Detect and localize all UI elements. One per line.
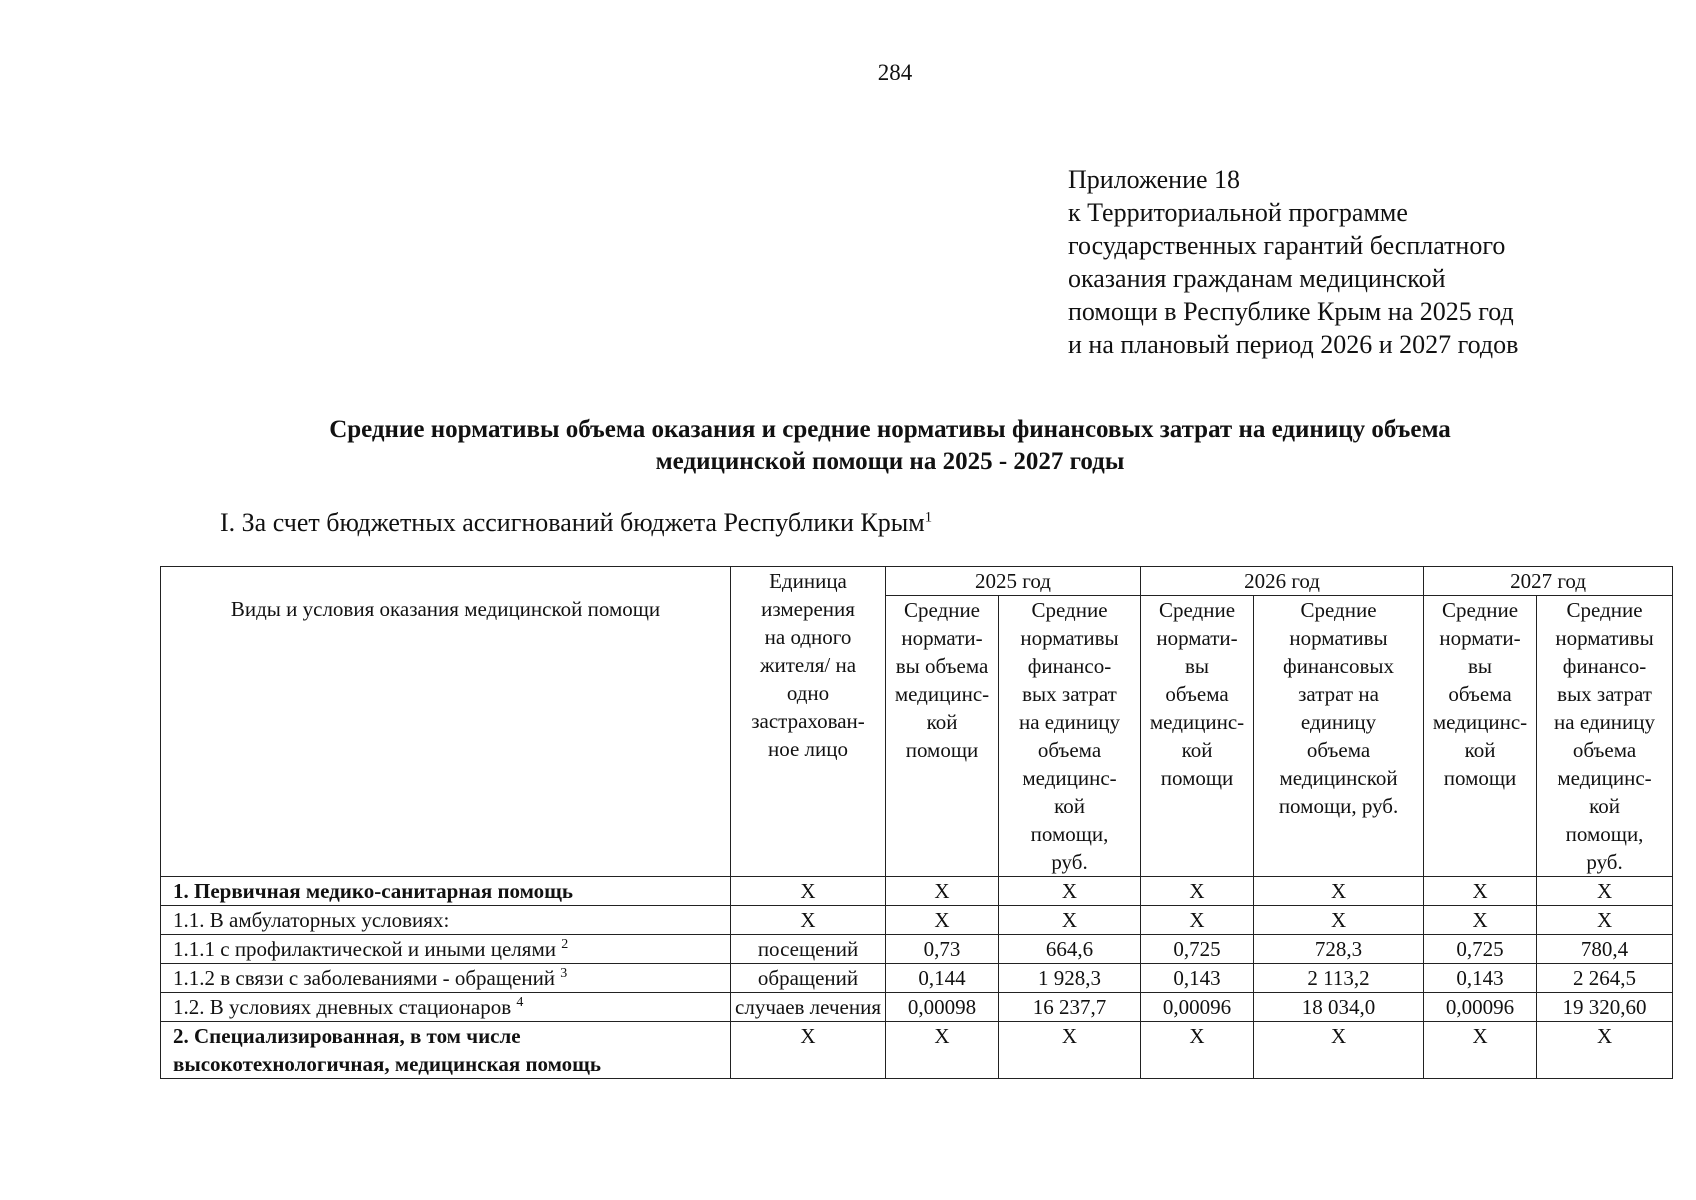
cell-volume-2027: 0,143 bbox=[1424, 964, 1537, 993]
header-year-2027: 2027 год bbox=[1424, 567, 1673, 596]
document-title-line: Средние нормативы объема оказания и средние нормативы финансовых затрат на единицу объема bbox=[329, 416, 1451, 443]
header-line: кой bbox=[1464, 738, 1496, 762]
row-label bbox=[161, 877, 731, 906]
header-line: объема bbox=[1037, 738, 1102, 762]
header-unit-line: одно bbox=[786, 681, 830, 705]
cell-cost-2025: 1 928,3 bbox=[999, 964, 1141, 993]
cell-cost-2027: Х bbox=[1537, 1022, 1673, 1079]
cell-volume-2026: 0,725 bbox=[1141, 935, 1254, 964]
header-line: Средние bbox=[1300, 598, 1377, 622]
header-line: объема bbox=[1306, 738, 1371, 762]
header-type-of-care-label: Виды и условия оказания медицинской помощи bbox=[230, 597, 661, 621]
cell-volume-2027: 0,00096 bbox=[1424, 993, 1537, 1022]
cell-volume-2027: Х bbox=[1424, 877, 1537, 906]
header-year-2025: 2025 год bbox=[886, 567, 1141, 596]
header-line: на единицу bbox=[1019, 710, 1120, 734]
header-line: объема bbox=[1572, 738, 1637, 762]
cell-cost-2027: Х bbox=[1537, 906, 1673, 935]
header-line: Средние bbox=[1442, 598, 1519, 622]
header-line: Средние bbox=[1158, 598, 1236, 622]
header-line: нормативы bbox=[1289, 626, 1388, 650]
table-row bbox=[161, 877, 1673, 906]
page-number: 284 bbox=[877, 60, 913, 85]
row-label-text: 1.1. В амбулаторных условиях: bbox=[173, 908, 450, 932]
header-year-2026: 2026 год bbox=[1141, 567, 1424, 596]
document-title-line: медицинской помощи на 2025 - 2027 годы bbox=[655, 448, 1125, 475]
row-label-text: 1. Первичная медико-санитарная помощь bbox=[173, 879, 574, 903]
appendix-line: к Территориальной программе bbox=[1068, 198, 1408, 227]
header-line: помощи, руб. bbox=[1278, 794, 1399, 818]
row-label bbox=[161, 935, 731, 964]
header-cost-2027 bbox=[1537, 596, 1673, 877]
header-line: кой bbox=[926, 710, 958, 734]
header-line: помощи bbox=[905, 738, 979, 762]
cell-volume-2025: Х bbox=[886, 877, 999, 906]
header-line: на единицу bbox=[1554, 710, 1656, 734]
cell-cost-2026: 728,3 bbox=[1254, 935, 1424, 964]
header-line: руб. bbox=[1051, 850, 1088, 874]
footnote-mark: 2 bbox=[561, 937, 569, 952]
cell-cost-2026: 2 113,2 bbox=[1254, 964, 1424, 993]
header-line: кой bbox=[1181, 738, 1213, 762]
header-unit-line: ное лицо bbox=[767, 737, 849, 761]
cell-cost-2025: 16 237,7 bbox=[999, 993, 1141, 1022]
header-line: помощи bbox=[1160, 766, 1234, 790]
header-unit-line: застрахован- bbox=[751, 709, 865, 733]
header-line: вы bbox=[1185, 654, 1210, 678]
appendix-block bbox=[1068, 163, 1518, 361]
cell-cost-2026: Х bbox=[1254, 906, 1424, 935]
header-line: единицу bbox=[1300, 710, 1377, 734]
norms-table bbox=[160, 566, 1673, 1079]
cell-cost-2025: Х bbox=[999, 1022, 1141, 1079]
header-type-of-care bbox=[161, 567, 731, 877]
header-line: медицинс- bbox=[1557, 766, 1652, 790]
cell-unit: случаев лечения bbox=[731, 993, 886, 1022]
header-line: вых затрат bbox=[1022, 682, 1117, 706]
cell-unit: посещений bbox=[731, 935, 886, 964]
table-row bbox=[161, 935, 1673, 964]
cell-cost-2026: Х bbox=[1254, 1022, 1424, 1079]
header-volume-2027 bbox=[1424, 596, 1537, 877]
footnote-mark: 3 bbox=[560, 966, 568, 981]
cell-cost-2027: Х bbox=[1537, 877, 1673, 906]
header-line: помощи, bbox=[1030, 822, 1109, 846]
section-heading-text: I. За счет бюджетных ассигнований бюджета Республики Крым bbox=[220, 508, 925, 537]
header-line: медицинс- bbox=[1022, 766, 1117, 790]
header-cost-2026 bbox=[1254, 596, 1424, 877]
table-row bbox=[161, 1022, 1673, 1079]
appendix-line: и на плановый период 2026 и 2027 годов bbox=[1068, 330, 1519, 359]
header-unit-line: на одного bbox=[764, 625, 852, 649]
table-row bbox=[161, 993, 1673, 1022]
header-line: кой bbox=[1589, 794, 1620, 818]
header-line: нормати- bbox=[901, 626, 983, 650]
header-unit bbox=[731, 567, 886, 877]
header-line: помощи, bbox=[1565, 822, 1644, 846]
header-line: помощи bbox=[1443, 766, 1517, 790]
cell-volume-2025: Х bbox=[886, 906, 999, 935]
cell-volume-2025: 0,144 bbox=[886, 964, 999, 993]
header-line: нормати- bbox=[1439, 626, 1521, 650]
table-row bbox=[161, 964, 1673, 993]
header-line: медицинской bbox=[1279, 766, 1398, 790]
header-line: объема bbox=[1448, 682, 1512, 706]
header-line: нормативы bbox=[1555, 626, 1654, 650]
cell-volume-2025: 0,73 bbox=[886, 935, 999, 964]
cell-unit: Х bbox=[731, 906, 886, 935]
cell-cost-2026: Х bbox=[1254, 877, 1424, 906]
appendix-line: помощи в Республике Крым на 2025 год bbox=[1068, 297, 1514, 326]
cell-volume-2026: Х bbox=[1141, 1022, 1254, 1079]
header-line: финансо- bbox=[1027, 654, 1112, 678]
row-label-text: 1.2. В условиях дневных стационаров bbox=[173, 995, 512, 1019]
cell-volume-2025: Х bbox=[886, 1022, 999, 1079]
header-line: Средние bbox=[1031, 598, 1108, 622]
header-line: объема bbox=[1165, 682, 1229, 706]
row-label-text: 2. Специализированная, в том числе высокотехнологичная, медицинская помощь bbox=[173, 1024, 602, 1076]
row-label bbox=[161, 1022, 731, 1079]
appendix-line: Приложение 18 bbox=[1068, 165, 1241, 194]
cell-cost-2025: Х bbox=[999, 906, 1141, 935]
header-unit-line: измерения bbox=[761, 597, 855, 621]
cell-unit: Х bbox=[731, 877, 886, 906]
appendix-line: государственных гарантий бесплатного bbox=[1068, 231, 1506, 260]
cell-cost-2025: 664,6 bbox=[999, 935, 1141, 964]
cell-volume-2025: 0,00098 bbox=[886, 993, 999, 1022]
row-label bbox=[161, 993, 731, 1022]
footnote-mark: 1 bbox=[924, 509, 933, 526]
cell-volume-2027: Х bbox=[1424, 906, 1537, 935]
header-line: финансо- bbox=[1562, 654, 1647, 678]
cell-cost-2025: Х bbox=[999, 877, 1141, 906]
document-title bbox=[160, 414, 1620, 478]
cell-cost-2026: 18 034,0 bbox=[1254, 993, 1424, 1022]
row-label-text: 1.1.2 в связи с заболеваниями - обращений bbox=[173, 966, 556, 990]
row-label-text: 1.1.1 с профилактической и иными целями bbox=[173, 937, 556, 961]
cell-unit: обращений bbox=[731, 964, 886, 993]
cell-volume-2027: 0,725 bbox=[1424, 935, 1537, 964]
header-line: медицинс- bbox=[1432, 710, 1528, 734]
cell-cost-2027: 19 320,60 bbox=[1537, 993, 1673, 1022]
header-unit-line: Единица bbox=[769, 569, 847, 593]
header-line: руб. bbox=[1586, 850, 1623, 874]
header-line: финансовых bbox=[1283, 654, 1395, 678]
cell-unit: Х bbox=[731, 1022, 886, 1079]
header-volume-2026 bbox=[1141, 596, 1254, 877]
row-label bbox=[161, 964, 731, 993]
footnote-mark: 4 bbox=[516, 995, 524, 1010]
header-line: Средние bbox=[903, 598, 981, 622]
header-line: Средние bbox=[1566, 598, 1643, 622]
cell-volume-2026: Х bbox=[1141, 877, 1254, 906]
section-heading bbox=[220, 508, 932, 538]
cell-cost-2027: 780,4 bbox=[1537, 935, 1673, 964]
header-line: медицинс- bbox=[1149, 710, 1245, 734]
header-line: вы bbox=[1468, 654, 1493, 678]
header-volume-2025 bbox=[886, 596, 999, 877]
header-line: вы объема bbox=[895, 654, 989, 678]
cell-volume-2027: Х bbox=[1424, 1022, 1537, 1079]
cell-volume-2026: Х bbox=[1141, 906, 1254, 935]
appendix-line: оказания гражданам медицинской bbox=[1068, 264, 1446, 293]
header-line: затрат на bbox=[1298, 682, 1379, 706]
cell-cost-2027: 2 264,5 bbox=[1537, 964, 1673, 993]
header-line: вых затрат bbox=[1557, 682, 1652, 706]
header-unit-line: жителя/ на bbox=[759, 653, 857, 677]
header-line: нормати- bbox=[1156, 626, 1238, 650]
header-line: медицинс- bbox=[894, 682, 990, 706]
header-cost-2025 bbox=[999, 596, 1141, 877]
cell-volume-2026: 0,00096 bbox=[1141, 993, 1254, 1022]
header-line: кой bbox=[1054, 794, 1085, 818]
row-label bbox=[161, 906, 731, 935]
cell-volume-2026: 0,143 bbox=[1141, 964, 1254, 993]
table-row bbox=[161, 906, 1673, 935]
header-line: нормативы bbox=[1020, 626, 1119, 650]
